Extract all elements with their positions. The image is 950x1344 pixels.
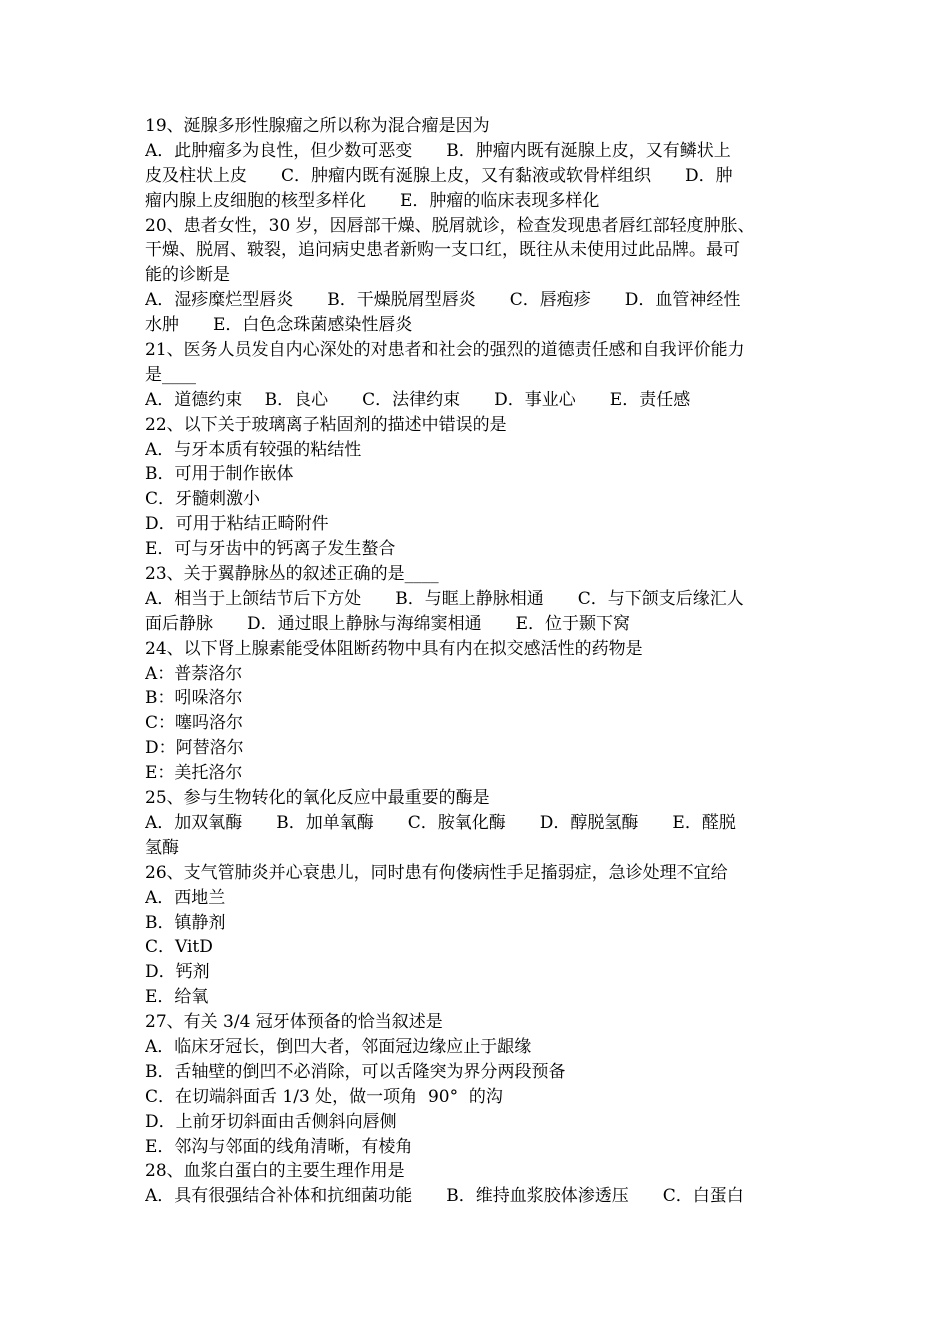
text-line: D．上前牙切斜面由舌侧斜向唇侧 <box>145 1111 397 1132</box>
text-line: E．可与牙齿中的钙离子发生螯合 <box>145 539 396 560</box>
text-line: A．具有很强结合补体和抗细菌功能 B．维持血浆胶体渗透压 C．白蛋白 <box>145 1186 744 1207</box>
text-line: A．此肿瘤多为良性，但少数可恶变 B．肿瘤内既有涎腺上皮，又有鳞状上 <box>145 140 731 161</box>
text-line: D：阿替洛尔 <box>145 738 244 759</box>
text-line: 面后静脉 D．通过眼上静脉与海绵窦相通 E．位于颞下窝 <box>145 613 631 634</box>
text-line: A．临床牙冠长，倒凹大者，邻面冠边缘应止于龈缘 <box>145 1036 532 1057</box>
text-line: A．西地兰 <box>145 887 226 908</box>
text-line: 瘤内腺上皮细胞的核型多样化 E．肿瘤的临床表现多样化 <box>145 190 600 211</box>
text-line: 27、有关 3/4 冠牙体预备的恰当叙述是 <box>145 1012 443 1033</box>
text-line: 23、关于翼静脉丛的叙述正确的是____ <box>145 564 439 585</box>
text-line: E：美托洛尔 <box>145 763 243 784</box>
text-line: 干燥、脱屑、皲裂，追问病史患者新购一支口红，既往从未使用过此品牌。最可 <box>145 240 740 261</box>
text-line: C．VitD <box>145 937 213 958</box>
text-line: A．湿疹糜烂型唇炎 B．干燥脱屑型唇炎 C．唇疱疹 D．血管神经性 <box>145 290 741 311</box>
text-line: 水肿 E．白色念珠菌感染性唇炎 <box>145 315 413 336</box>
text-line: A．与牙本质有较强的粘结性 <box>145 439 362 460</box>
text-line: E．邻沟与邻面的线角清晰，有棱角 <box>145 1136 413 1157</box>
text-line: D．可用于粘结正畸附件 <box>145 514 329 535</box>
text-line: 19、涎腺多形性腺瘤之所以称为混合瘤是因为 <box>145 116 490 136</box>
text-line: B．可用于制作嵌体 <box>145 464 294 485</box>
text-line: C：噻吗洛尔 <box>145 713 244 734</box>
document-page <box>145 114 807 1209</box>
text-line: A．相当于上颌结节后下方处 B．与眶上静脉相通 C．与下颌支后缘汇人 <box>145 588 744 609</box>
text-line: C．牙髓刺激小 <box>145 489 261 510</box>
text-line: 是____ <box>145 364 196 385</box>
text-line: E．给氧 <box>145 987 209 1008</box>
text-line: B．镇静剂 <box>145 912 226 933</box>
text-line: 能的诊断是 <box>145 265 230 286</box>
text-line: A：普萘洛尔 <box>145 663 243 684</box>
text-line: B．舌轴壁的倒凹不必消除，可以舌隆突为界分两段预备 <box>145 1061 566 1082</box>
text-line: 24、以下肾上腺素能受体阻断药物中具有内在拟交感活性的药物是 <box>145 638 643 659</box>
text-line: A．加双氧酶 B．加单氧酶 C．胺氧化酶 D．醇脱氢酶 E．醛脱 <box>145 812 736 833</box>
text-line: A．道德约束 B．良心 C．法律约束 D．事业心 E．责任感 <box>145 389 691 410</box>
text-line: C．在切端斜面舌 1/3 处，做一项角 90° 的沟 <box>145 1086 503 1107</box>
text-line: 氢酶 <box>145 837 179 858</box>
text-line: 22、以下关于玻璃离子粘固剂的描述中错误的是 <box>145 414 507 435</box>
text-line: 皮及柱状上皮 C．肿瘤内既有涎腺上皮，又有黏液或软骨样组织 D．肿 <box>145 165 733 186</box>
text-line: 25、参与生物转化的氧化反应中最重要的酶是 <box>145 788 490 809</box>
text-line: 21、医务人员发自内心深处的对患者和社会的强烈的道德责任感和自我评价能力 <box>145 340 745 361</box>
text-line: B：吲哚洛尔 <box>145 688 243 709</box>
text-line: 20、患者女性，30 岁，因唇部干燥、脱屑就诊，检查发现患者唇红部轻度肿胀、 <box>145 215 755 236</box>
text-line: 28、血浆白蛋白的主要生理作用是 <box>145 1161 405 1182</box>
text-line: D．钙剂 <box>145 962 210 983</box>
text-line: 26、支气管肺炎并心衰患儿，同时患有佝偻病性手足搐弱症，急诊处理不宜给 <box>145 862 728 883</box>
